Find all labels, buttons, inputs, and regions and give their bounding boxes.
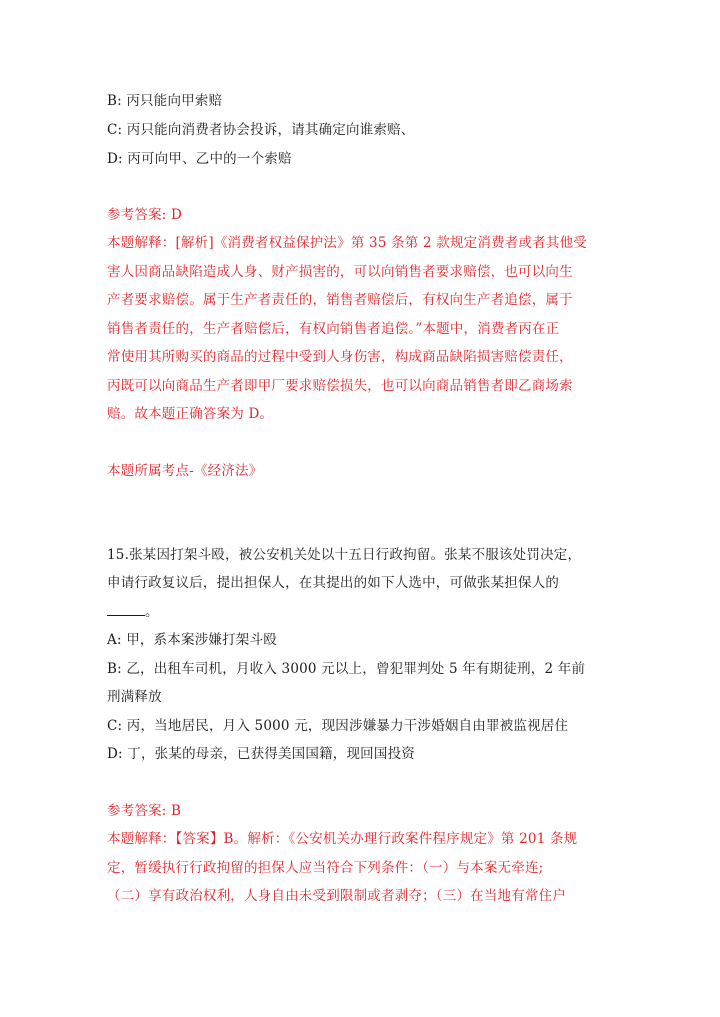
q15-stem-line: 15.张某因打架斗殴，被公安机关处以十五日行政拘留。张某不服该处罚决定，	[107, 547, 582, 563]
q15-explanation-line: 定，暂缓执行行政拘留的担保人应当符合下列条件：（一）与本案无牵连;	[107, 860, 544, 876]
q14-answer: 参考答案: D	[107, 207, 183, 223]
q14-explanation-line: 常使用其所购买的商品的过程中受到人身伤害，构成商品缺陷损害赔偿责任，	[107, 349, 573, 365]
q14-explanation-line: 丙既可以向商品生产者即甲厂要求赔偿损失，也可以向商品销售者即乙商场索	[107, 378, 573, 394]
q15-option-b-line: 刑满释放	[107, 689, 162, 705]
q15-explanation-line: 本题解释：【答案】B。解析：《公安机关办理行政案件程序规定》第 201 条规	[107, 831, 578, 847]
q14-option-d: D: 丙可向甲、乙中的一个索赔	[107, 151, 292, 167]
q14-option-b: B: 丙只能向甲索赔	[107, 93, 223, 109]
q15-stem-end: 。	[145, 604, 159, 620]
q14-explanation-line: 赔。故本题正确答案为 D。	[107, 406, 274, 422]
q15-option-d: D: 丁，张某的母亲，已获得美国国籍，现回国投资	[107, 746, 415, 762]
q14-explanation-line: 本题解释：[解析]《消费者权益保护法》第 35 条第 2 款规定消费者或者其他受	[107, 235, 587, 251]
q15-answer: 参考答案: B	[107, 803, 182, 819]
q15-explanation-line: （二）享有政治权利，人身自由未受到限制或者剥夺；（三）在当地有常住户	[107, 888, 567, 904]
q15-option-c: C: 丙，当地居民，月入 5000 元，现因涉嫌暴力干涉婚姻自由罪被监视居住	[107, 718, 569, 734]
q15-option-b-line: B: 乙，出租车司机，月收入 3000 元以上，曾犯罪判处 5 年有期徒刑，2 年前	[107, 661, 586, 677]
q15-option-a: A: 甲，系本案涉嫌打架斗殴	[107, 632, 277, 648]
q14-explanation-line: 产者要求赔偿。属于生产者责任的，销售者赔偿后，有权向生产者追偿，属于	[107, 292, 573, 308]
q14-option-c: C: 丙只能向消费者协会投诉，请其确定向谁索赔、	[107, 122, 415, 138]
q14-explanation-line: 害人因商品缺陷造成人身、财产损害的，可以向销售者要求赔偿，也可以向生	[107, 264, 573, 280]
q15-stem-blank-line	[107, 603, 159, 621]
q14-explanation-line: 销售者责任的，生产者赔偿后，有权向销售者追偿。”本题中，消费者丙在正	[107, 321, 560, 337]
q15-stem-line: 申请行政复议后，提出担保人，在其提出的如下人选中，可做张某担保人的	[107, 575, 560, 591]
answer-blank	[107, 605, 145, 616]
q14-category: 本题所属考点-《经济法》	[107, 463, 263, 479]
